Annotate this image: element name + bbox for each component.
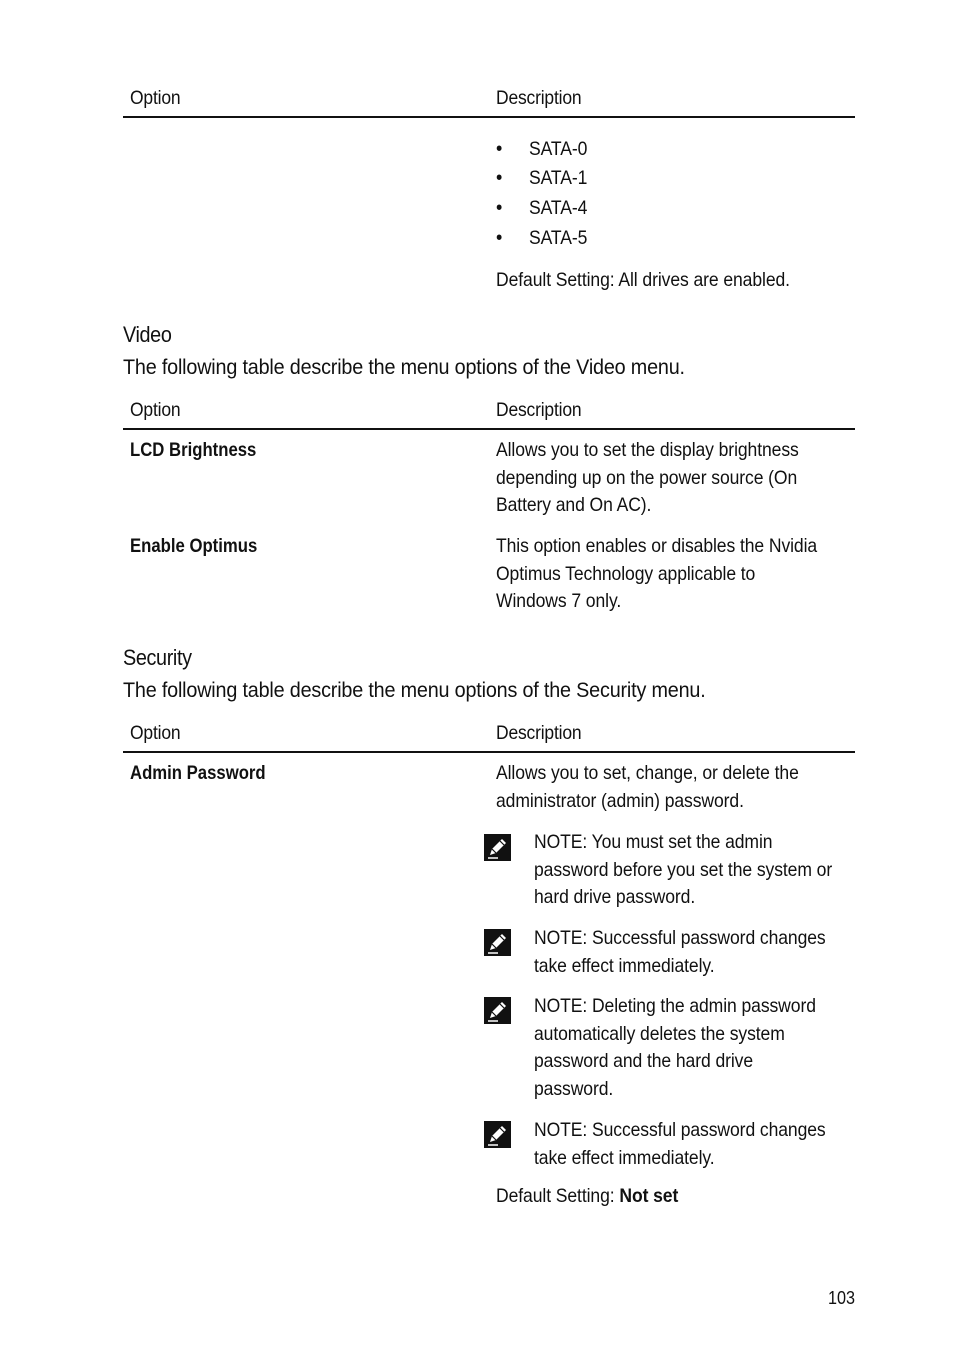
table-header-rule [123, 751, 855, 753]
section-heading-video: Video [123, 322, 172, 347]
note-pencil-icon [484, 929, 511, 956]
page-number: 103 [827, 1288, 855, 1308]
bullet-icon: • [496, 138, 503, 160]
bullet-icon: • [496, 197, 503, 219]
option-admin-password: Admin Password [130, 763, 266, 784]
note-text: NOTE: Successful password changes take effect immediately. [534, 1119, 826, 1169]
note-text: NOTE: Deleting the admin password automatically deletes the system password and the hard drive password. [534, 995, 816, 1100]
table-header-description: Description [496, 723, 582, 744]
description-admin-password: Allows you to set, change, or delete the administrator (admin) password. [496, 762, 799, 812]
default-setting: Default Setting: Not set [496, 1185, 679, 1207]
note-pencil-icon [484, 1121, 511, 1148]
table-header-rule [123, 116, 855, 118]
section-heading-security: Security [123, 645, 192, 670]
table-header-option: Option [130, 400, 181, 421]
description-lcd-brightness: Allows you to set the display brightness depending up on the power source (On Battery and On AC). [496, 439, 799, 516]
note-text: NOTE: You must set the admin password before you set the system or hard drive password. [534, 831, 833, 908]
table-header-option: Option [130, 88, 181, 109]
table-header-description: Description [496, 400, 582, 421]
option-enable-optimus: Enable Optimus [130, 536, 258, 557]
list-item: SATA-1 [529, 167, 588, 189]
default-setting: Default Setting: All drives are enabled. [496, 269, 790, 291]
section-intro-security: The following table describe the menu options of the Security menu. [123, 678, 706, 702]
table-header-rule [123, 428, 855, 430]
note-pencil-icon [484, 997, 511, 1024]
bullet-icon: • [496, 227, 503, 249]
list-item: SATA-0 [529, 138, 588, 160]
note-pencil-icon [484, 834, 511, 861]
option-lcd-brightness: LCD Brightness [130, 440, 257, 461]
table-header-option: Option [130, 723, 181, 744]
section-intro-video: The following table describe the menu options of the Video menu. [123, 355, 685, 379]
bullet-icon: • [496, 167, 503, 189]
list-item: SATA-4 [529, 197, 588, 219]
description-enable-optimus: This option enables or disables the Nvidia Optimus Technology applicable to Windows 7 only. [496, 535, 818, 612]
table-header-description: Description [496, 88, 582, 109]
list-item: SATA-5 [529, 227, 588, 249]
note-text: NOTE: Successful password changes take effect immediately. [534, 927, 826, 977]
